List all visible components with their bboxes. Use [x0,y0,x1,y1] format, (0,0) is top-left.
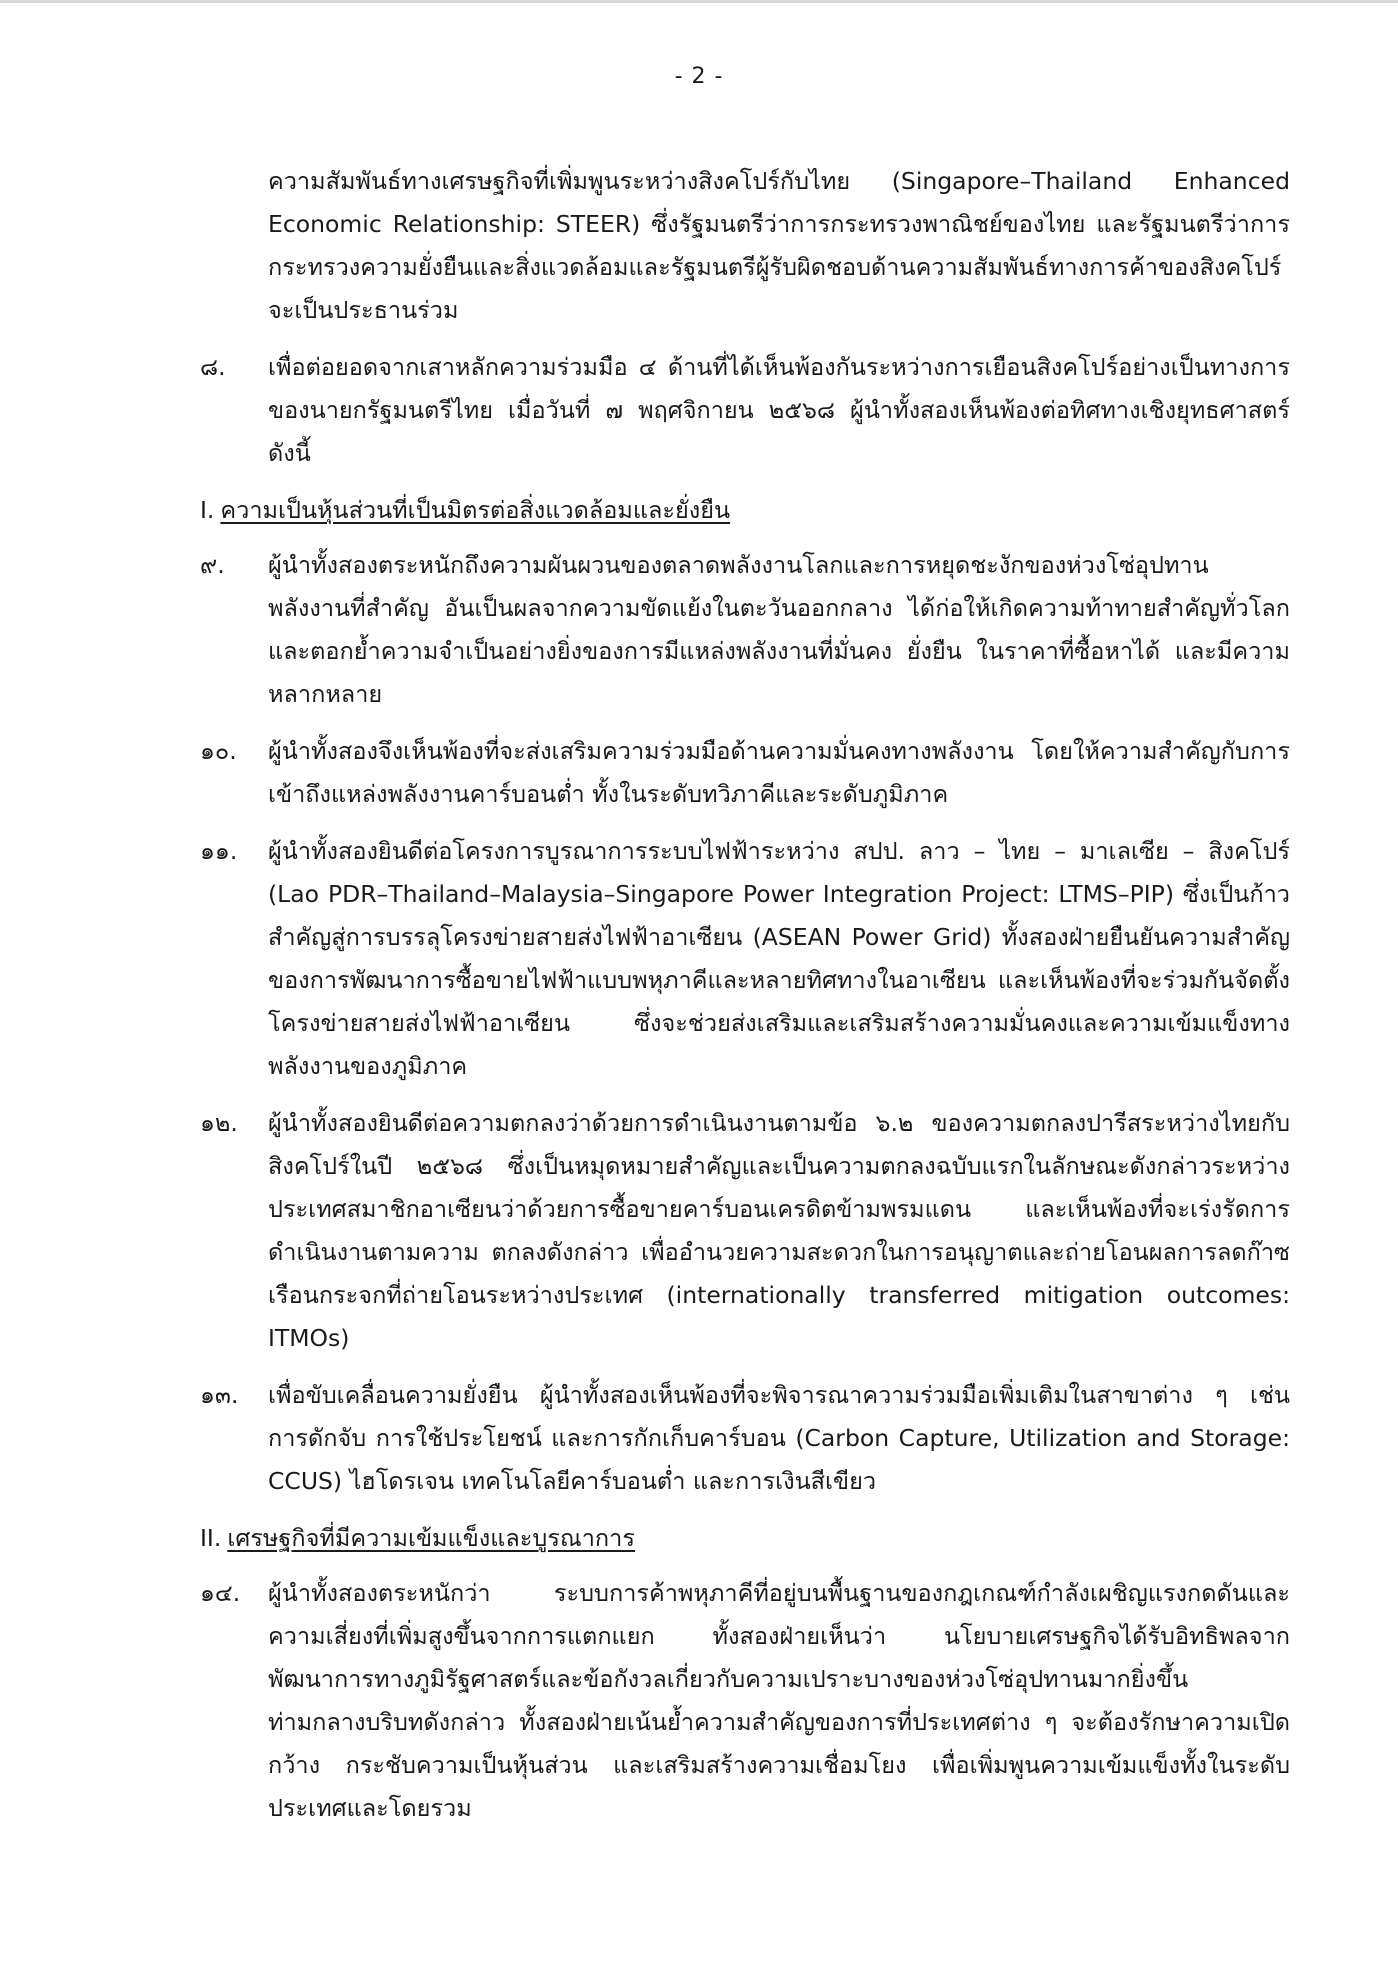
paragraph-9 [200,544,1290,716]
paragraph-11 [200,830,1290,1088]
intro-continuation-paragraph: ความสัมพันธ์ทางเศรษฐกิจที่เพิ่มพูนระหว่างสิงคโปร์กับไทย (Singapore–Thailand Enhanced Economic Relationship: STEER) ซึ่งรัฐมนตรีว่าการกระทรวงพาณิชย์ของไทย และรัฐมนตรีว่าการกระทรวงความยั่งยืนและสิ่งแวดล้อมและรัฐมนตรีผู้รับผิดชอบด้านความสัมพันธ์ทางการค้าของสิงคโปร์จะเป็นประธานร่วม [268,167,1290,324]
paragraph-14 [200,1572,1290,1830]
paragraph-number: ๑๑. [200,837,238,865]
paragraph-12 [200,1102,1290,1360]
document-body [200,160,1290,1844]
paragraph-number: ๑๔. [200,1579,241,1607]
paragraph-text: ผู้นำทั้งสองจึงเห็นพ้องที่จะส่งเสริมความร่วมมือด้านความมั่นคงทางพลังงาน โดยให้ความสำคัญกับการเข้าถึงแหล่งพลังงานคาร์บอนต่ำ ทั้งในระดับทวิภาคีและระดับภูมิภาค [268,737,1290,808]
paragraph-text: ผู้นำทั้งสองยินดีต่อความตกลงว่าด้วยการดำเนินงานตามข้อ ๖.๒ ของความตกลงปารีสระหว่างไทยกับสิงคโปร์ในปี ๒๕๖๘ ซึ่งเป็นหมุดหมายสำคัญและเป็นความตกลงฉบับแรกในลักษณะดังกล่าวระหว่างประเทศสมาชิกอาเซียนว่าด้วยการซื้อขายคาร์บอนเครดิตข้ามพรมแดน และเห็นพ้องที่จะเร่งรัดการดำเนินงานตามความ ตกลงดังกล่าว เพื่ออำนวยความสะดวกในการอนุญาตและถ่ายโอนผลการลดก๊าซเรือนกระจกที่ถ่ายโอนระหว่างประเทศ (internationally transferred mitigation outcomes: ITMOs) [268,1109,1290,1352]
page-number: - 2 - [674,64,724,89]
paragraph-text: ผู้นำทั้งสองตระหนักถึงความผันผวนของตลาดพลังงานโลกและการหยุดชะงักของห่วงโซ่อุปทานพลังงานที่สำคัญ อันเป็นผลจากความขัดแย้งในตะวันออกกลาง ได้ก่อให้เกิดความท้าทายสำคัญทั่วโลก และตอกย้ำความจำเป็นอย่างยิ่งของการมีแหล่งพลังงานที่มั่นคง ยั่งยืน ในราคาที่ซื้อหาได้ และมีความหลากหลาย [268,551,1290,708]
paragraph-13 [200,1374,1290,1503]
top-border-rule [0,0,1398,3]
paragraph-number: ๑๓. [200,1381,239,1409]
paragraph-number: ๑๒. [200,1109,238,1137]
paragraph-number: ๙. [200,551,225,579]
section-roman-numeral: I. [200,496,215,524]
paragraph-text: เพื่อต่อยอดจากเสาหลักความร่วมมือ ๔ ด้านที่ได้เห็นพ้องกันระหว่างการเยือนสิงคโปร์อย่างเป็นทางการของนายกรัฐมนตรีไทย เมื่อวันที่ ๗ พฤศจิกายน ๒๕๖๘ ผู้นำทั้งสองเห็นพ้องต่อทิศทางเชิงยุทธศาสตร์ดังนี้ [268,353,1290,467]
paragraph-8 [200,346,1290,475]
paragraph-text: ผู้นำทั้งสองยินดีต่อโครงการบูรณาการระบบไฟฟ้าระหว่าง สปป. ลาว – ไทย – มาเลเซีย – สิงคโปร์ (Lao PDR–Thailand–Malaysia–Singapore Power Integration Project: LTMS–PIP) ซึ่งเป็นก้าวสำคัญสู่การบรรลุโครงข่ายสายส่งไฟฟ้าอาเซียน (ASEAN Power Grid) ทั้งสองฝ่ายยืนยันความสำคัญของการพัฒนาการซื้อขายไฟฟ้าแบบพหุภาคีและหลายทิศทางในอาเซียน และเห็นพ้องที่จะร่วมกันจัดตั้งโครงข่ายสายส่งไฟฟ้าอาเซียน ซึ่งจะช่วยส่งเสริมและเสริมสร้างความมั่นคงและความเข้มแข็งทางพลังงานของภูมิภาค [268,837,1290,1080]
paragraph-text: ผู้นำทั้งสองตระหนักว่า ระบบการค้าพหุภาคีที่อยู่บนพื้นฐานของกฎเกณฑ์กำลังเผชิญแรงกดดันและความเสี่ยงที่เพิ่มสูงขึ้นจากการแตกแยก ทั้งสองฝ่ายเห็นว่า นโยบายเศรษฐกิจได้รับอิทธิพลจากพัฒนาการทางภูมิรัฐศาสตร์และข้อกังวลเกี่ยวกับความเปราะบางของห่วงโซ่อุปทานมากยิ่งขึ้น ท่ามกลางบริบทดังกล่าว ทั้งสองฝ่ายเน้นย้ำความสำคัญของการที่ประเทศต่าง ๆ จะต้องรักษาความเปิดกว้าง กระชับความเป็นหุ้นส่วน และเสริมสร้างความเชื่อมโยง เพื่อเพิ่มพูนความเข้มแข็งทั้งในระดับประเทศและโดยรวม [268,1579,1290,1822]
section-title: ความเป็นหุ้นส่วนที่เป็นมิตรต่อสิ่งแวดล้อมและยั่งยืน [220,496,731,524]
paragraph-text: เพื่อขับเคลื่อนความยั่งยืน ผู้นำทั้งสองเห็นพ้องที่จะพิจารณาความร่วมมือเพิ่มเติมในสาขาต่าง ๆ เช่น การดักจับ การใช้ประโยชน์ และการกักเก็บคาร์บอน (Carbon Capture, Utilization and Storage: CCUS) ไฮโดรเจน เทคโนโลยีคาร์บอนต่ำ และการเงินสีเขียว [268,1381,1290,1495]
section-heading-2 [200,1517,1290,1560]
section-roman-numeral: II. [200,1524,222,1552]
paragraph-10 [200,730,1290,816]
paragraph-number: ๘. [200,353,226,381]
paragraph-number: ๑๐. [200,737,237,765]
section-heading-1 [200,489,1290,532]
section-title: เศรษฐกิจที่มีความเข้มแข็งและบูรณาการ [227,1524,635,1552]
